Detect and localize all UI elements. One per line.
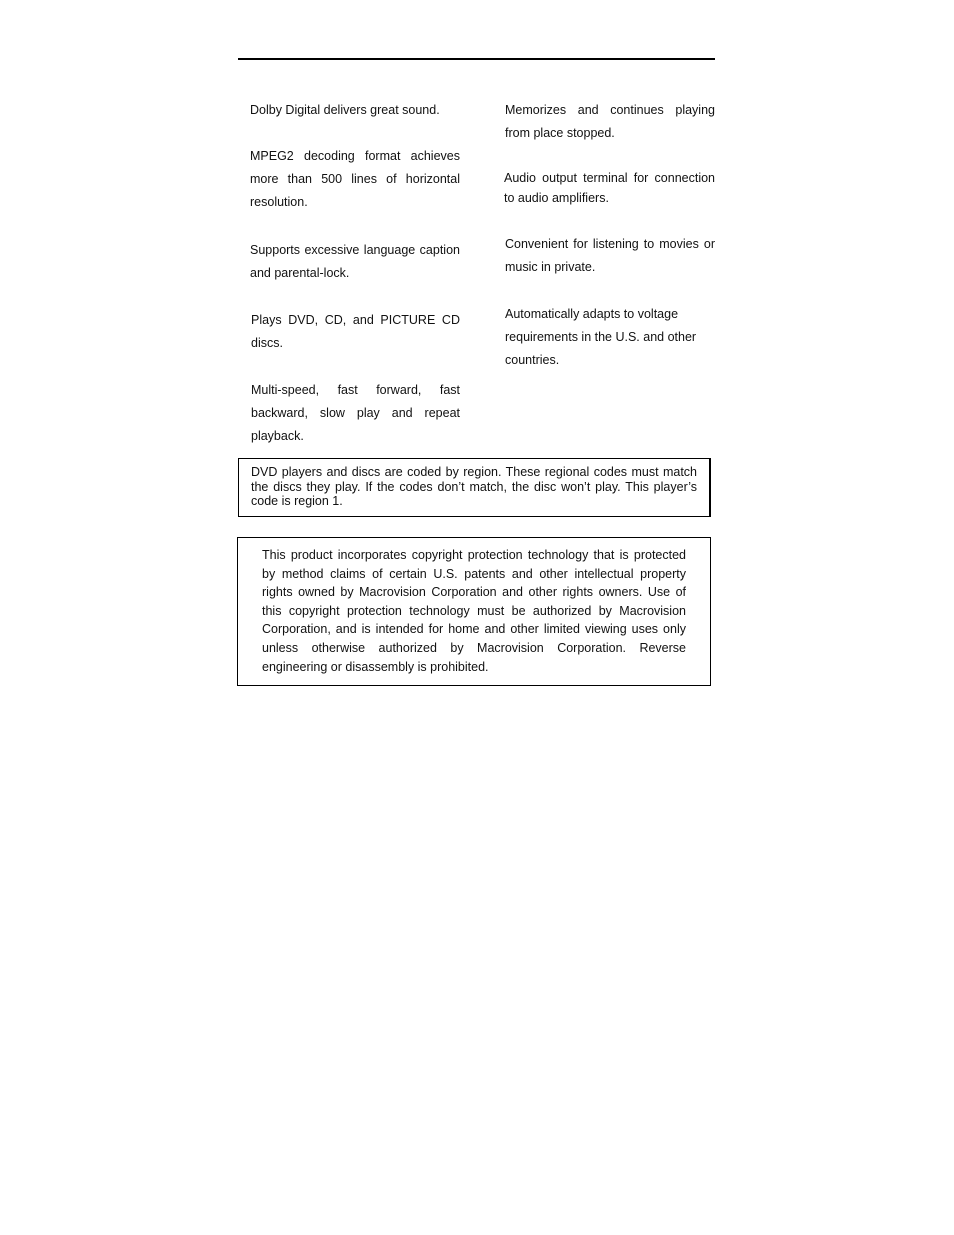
feature-mpeg2: MPEG2 decoding format achieves more than 500 lines of horizontal resolution. — [250, 149, 460, 209]
feature-voltage: Automatically adapts to voltage requirements in the U.S. and other countries. — [505, 307, 697, 367]
copyright-notice — [237, 537, 711, 686]
copyright-text: This product incorporates copyright protection technology that is protected by method claims of certain U.S. patents and other intellectual property rights owned by Macrovision Corporation and other rights owners. Use of this copyright protection technology must be authorized by Macrovision Corporation, and is intended for home and other limited viewing uses only unless otherwise authorized by Macrovision Corporation. Reverse engineering or disassembly is prohibited. — [262, 548, 686, 674]
feature-dolby-digital: Dolby Digital delivers great sound. — [250, 103, 440, 117]
feature-resume-play: Memorizes and continues playing from place stopped. — [505, 103, 715, 140]
feature-headphones: Convenient for listening to movies or music in private. — [505, 237, 715, 274]
feature-multi-speed: Multi-speed, fast forward, fast backward, slow play and repeat playback. — [251, 383, 460, 443]
region-code-text: DVD players and discs are coded by region. These regional codes must match the discs they play. If the codes don’t match, the disc won’t play. This player’s code is region 1. — [251, 465, 697, 508]
feature-disc-types: Plays DVD, CD, and PICTURE CD discs. — [251, 313, 460, 350]
region-code-notice — [238, 458, 711, 517]
header-rule — [238, 58, 715, 60]
feature-language-caption: Supports excessive language caption and parental-lock. — [250, 243, 460, 280]
feature-audio-output: Audio output terminal for connection to audio amplifiers. — [504, 171, 715, 205]
